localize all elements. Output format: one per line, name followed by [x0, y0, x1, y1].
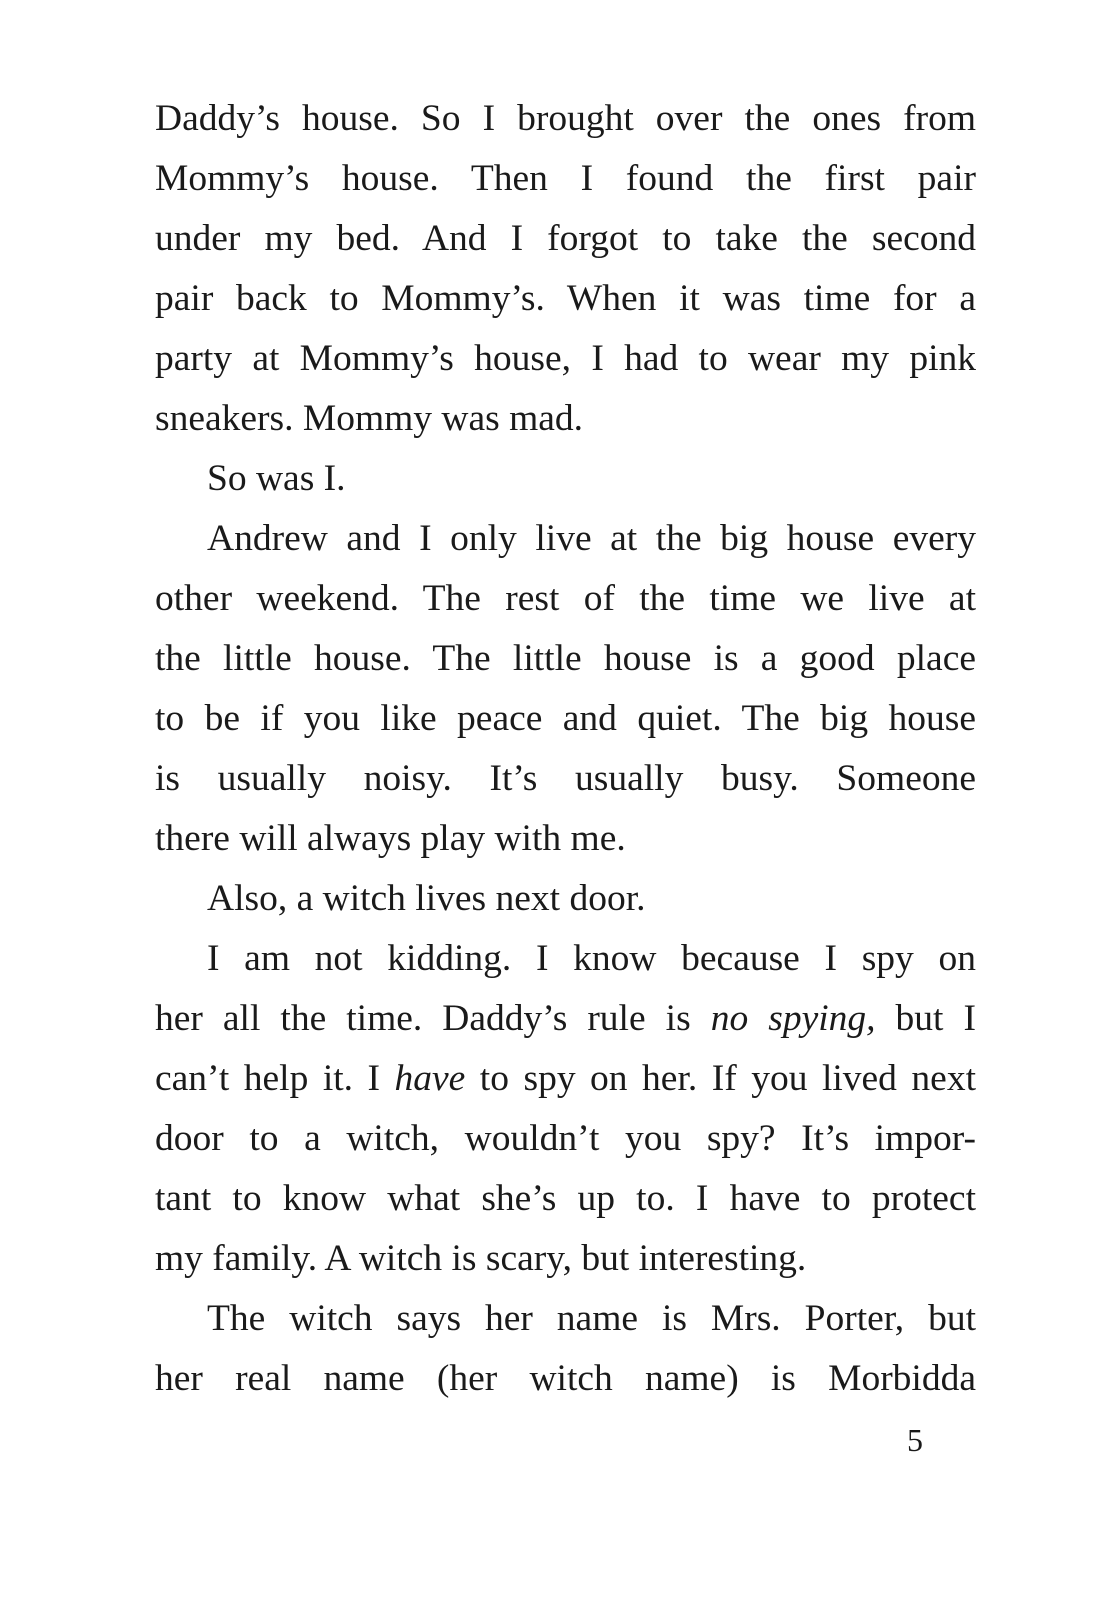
text-line: Mommy’s house. Then I found the first pair — [155, 158, 976, 199]
text-line: is usually noisy. It’s usually busy. Someone — [155, 758, 976, 799]
text-line: The witch says her name is Mrs. Porter, but — [207, 1298, 976, 1339]
text-line: my family. A witch is scary, but interesting. — [155, 1238, 807, 1279]
text-line: there will always play with me. — [155, 818, 626, 859]
text-line: Daddy’s house. So I brought over the ones from — [155, 98, 976, 139]
text-line: other weekend. The rest of the time we live at — [155, 578, 976, 619]
body-text — [155, 89, 976, 1409]
text-line: I am not kidding. I know because I spy on — [207, 938, 976, 979]
text-run: to spy on her. If you lived next — [465, 1058, 976, 1099]
italic-text: have — [394, 1058, 466, 1099]
text-line: So was I. — [207, 458, 346, 499]
text-line: under my bed. And I forgot to take the second — [155, 218, 976, 259]
text-line — [155, 1049, 976, 1109]
text-line: party at Mommy’s house, I had to wear my pink — [155, 338, 976, 379]
text-line: door to a witch, wouldn’t you spy? It’s impor- — [155, 1118, 976, 1159]
text-line: the little house. The little house is a good place — [155, 638, 976, 679]
page-number: 5 — [907, 1422, 923, 1458]
text-run: but I — [875, 998, 976, 1039]
text-run: her all the time. Daddy’s rule is — [155, 998, 711, 1039]
text-line — [155, 989, 976, 1049]
text-line: her real name (her witch name) is Morbidda — [155, 1358, 976, 1399]
text-line: sneakers. Mommy was mad. — [155, 398, 584, 439]
text-line: pair back to Mommy’s. When it was time for a — [155, 278, 976, 319]
text-run: can’t help it. I — [155, 1058, 395, 1099]
italic-text: no spying, — [710, 998, 876, 1039]
text-line: Also, a witch lives next door. — [207, 878, 646, 919]
text-line: to be if you like peace and quiet. The big house — [155, 698, 976, 739]
text-line: Andrew and I only live at the big house every — [207, 518, 976, 559]
text-line: tant to know what she’s up to. I have to protect — [155, 1178, 976, 1219]
